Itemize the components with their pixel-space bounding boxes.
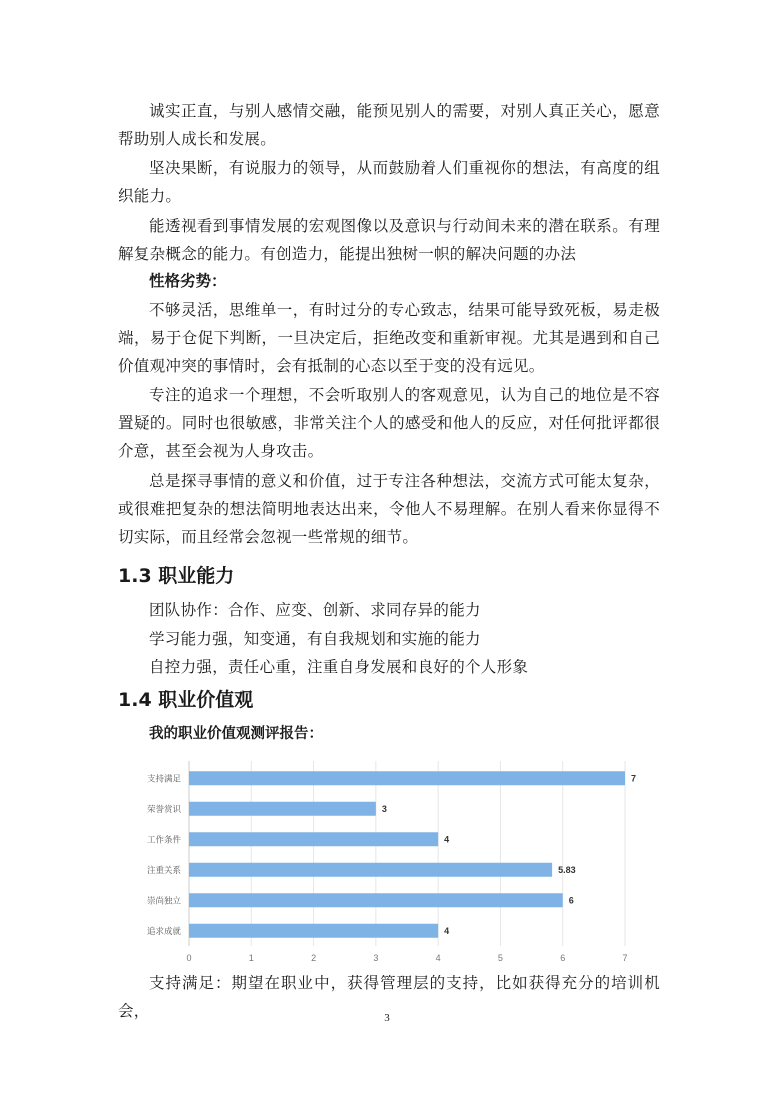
paragraph-weak-2: 专注的追求一个理想，不会听取别人的客观意见，认为自己的地位是不容置疑的。同时也很敏感，非常关注个人的感受和他人的反应，对任何批评都很介意，甚至会视为人身攻击。 <box>118 386 660 460</box>
bar <box>189 924 438 938</box>
data-label: 4 <box>444 925 450 936</box>
data-label: 3 <box>381 803 387 814</box>
x-tick-label: 0 <box>186 953 192 963</box>
bar <box>189 802 376 816</box>
data-label: 6 <box>568 895 574 906</box>
data-label: 4 <box>444 834 450 845</box>
bar <box>189 771 625 785</box>
paragraph-vision: 能透视看到事情发展的宏观图像以及意识与行动间未来的潜在联系。有理解复杂概念的能力。有创造力，能提出独树一帜的解决问题的办法 <box>118 217 660 263</box>
bar <box>189 893 563 907</box>
paragraph-weak-3: 总是探寻事情的意义和价值，过于专注各种想法，交流方式可能太复杂，或很难把复杂的想法简明地表达出来，令他人不易理解。在别人看来你显得不切实际，而且经常会忽视一些常规的细节。 <box>118 472 660 546</box>
bar <box>189 863 552 877</box>
ability-item: 自控力强，责任心重，注重自身发展和良好的个人形象 <box>149 658 529 676</box>
category-label: 追求成就 <box>146 926 181 937</box>
ability-item: 学习能力强，知变通，有自我规划和实施的能力 <box>149 630 481 648</box>
x-tick-label: 4 <box>435 953 441 963</box>
x-tick-label: 7 <box>622 953 628 963</box>
bar <box>189 832 438 846</box>
data-label: 7 <box>631 773 637 784</box>
paragraph-weak-1: 不够灵活，思维单一，有时过分的专心致志，结果可能导致死板，易走极端，易于仓促下判断，一旦决定后，拒绝改变和重新审视。尤其是遇到和自己价值观冲突的事情时，会有抵制的心态以至于变的没有远见。 <box>118 301 660 375</box>
weakness-label: 性格劣势： <box>149 272 227 290</box>
category-label: 工作条件 <box>146 835 181 846</box>
paragraph-closing: 支持满足：期望在职业中，获得管理层的支持，比如获得充分的培训机会， <box>118 974 660 1020</box>
category-label: 荣誉赏识 <box>146 804 181 815</box>
paragraph-leadership: 坚决果断，有说服力的领导，从而鼓励着人们重视你的想法，有高度的组织能力。 <box>118 159 660 205</box>
category-label: 支持满足 <box>146 774 181 785</box>
x-tick-label: 5 <box>497 953 503 963</box>
x-tick-label: 2 <box>311 953 317 963</box>
page-number: 3 <box>384 1012 390 1024</box>
section-heading-1-4: 1.4 职业价值观 <box>118 689 254 711</box>
section-heading-1-3: 1.3 职业能力 <box>118 565 235 587</box>
chart-title: 我的职业价值观测评报告： <box>149 726 323 742</box>
ability-item: 团队协作：合作、应变、创新、求同存异的能力 <box>149 601 481 619</box>
x-tick-label: 1 <box>248 953 254 963</box>
data-label: 5.83 <box>558 864 576 875</box>
x-tick-label: 3 <box>373 953 379 963</box>
x-tick-label: 6 <box>560 953 566 963</box>
category-label: 注重关系 <box>146 865 181 876</box>
career-values-bar-chart <box>130 755 650 967</box>
paragraph-honesty: 诚实正直，与别人感情交融，能预见别人的需要，对别人真正关心，愿意帮助别人成长和发展。 <box>118 102 660 148</box>
category-label: 崇尚独立 <box>146 896 181 907</box>
